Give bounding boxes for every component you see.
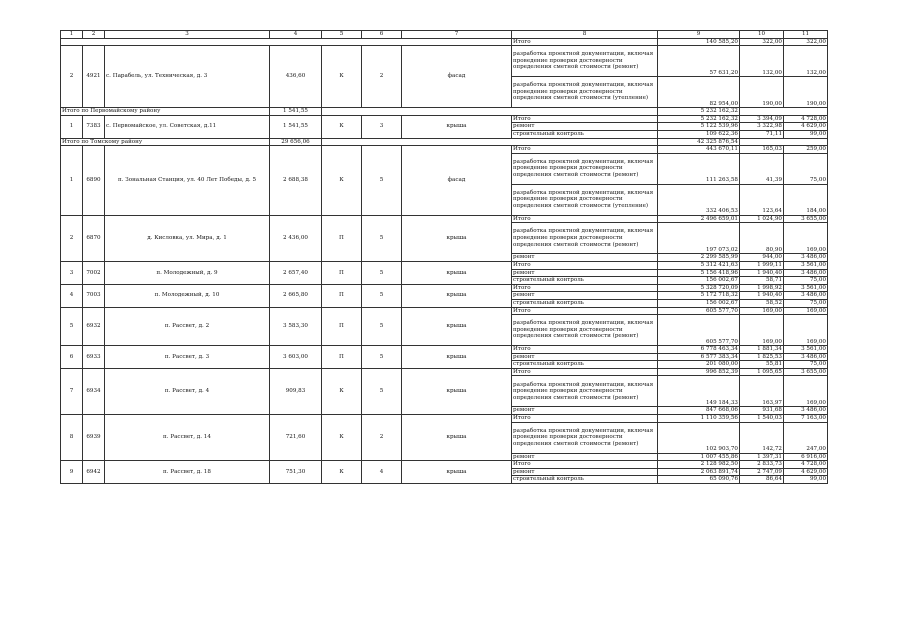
area-cell: 751,30 — [270, 461, 322, 484]
unit-cost-cell: 86,64 — [740, 476, 784, 484]
area-cell: 436,60 — [270, 46, 322, 108]
work-type-cell: строительный контроль — [512, 476, 658, 484]
address-cell: п. Рассвет, д. 18 — [105, 461, 270, 484]
max-cost-cell: 75,00 — [784, 153, 828, 184]
header-cell: 7 — [402, 31, 512, 39]
house-id-cell: 6890 — [83, 146, 105, 216]
floors-cell: 5 — [362, 307, 402, 346]
max-cost-cell: 3 486,00 — [784, 254, 828, 262]
floors-cell: 5 — [362, 215, 402, 261]
area-cell: 2 688,38 — [270, 146, 322, 216]
cost-cell: 5 328 720,09 — [658, 284, 740, 292]
cost-cell: 156 002,67 — [658, 277, 740, 285]
max-cost-cell: 7 163,00 — [784, 415, 828, 423]
row-number-cell: 4 — [61, 284, 83, 307]
document-page — [60, 30, 827, 484]
house-id-cell: 7002 — [83, 261, 105, 284]
element-cell: фасад — [402, 146, 512, 216]
work-type-cell: ремонт — [512, 407, 658, 415]
area-cell: 2 657,40 — [270, 261, 322, 284]
address-cell: п. Молодежный, д. 9 — [105, 261, 270, 284]
element-cell: крыша — [402, 284, 512, 307]
work-type-cell: разработка проектной документации, включая проведение проверки достоверности определения сметной стоимости (утепление) — [512, 77, 658, 108]
max-cost-cell: 4 728,00 — [784, 115, 828, 123]
table-row — [61, 38, 828, 46]
work-type-cell: ремонт — [512, 254, 658, 262]
row-number-cell: 5 — [61, 307, 83, 346]
unit-cost-cell: 3 322,98 — [740, 123, 784, 131]
cost-cell: 201 080,00 — [658, 361, 740, 369]
work-type-cell: Итого — [512, 307, 658, 315]
work-type-cell: Итого — [512, 146, 658, 154]
floors-cell: 5 — [362, 346, 402, 369]
cost-cell: 847 668,06 — [658, 407, 740, 415]
max-cost-cell: 3 655,00 — [784, 368, 828, 376]
max-cost-cell: 4 629,00 — [784, 468, 828, 476]
address-cell: п. Молодежный, д. 10 — [105, 284, 270, 307]
district-total-label: Итого по Первомайскому району — [61, 108, 270, 116]
table-row — [61, 284, 828, 292]
unit-cost-cell: 1 999,11 — [740, 261, 784, 269]
unit-cost-cell: 1 881,34 — [740, 346, 784, 354]
house-id-cell: 7383 — [83, 115, 105, 138]
cost-cell: 149 184,33 — [658, 376, 740, 407]
table-row — [61, 115, 828, 123]
floors-cell: 2 — [362, 46, 402, 108]
work-type-cell: строительный контроль — [512, 130, 658, 138]
unit-cost-cell: 2 833,73 — [740, 461, 784, 469]
cost-cell: 996 852,39 — [658, 368, 740, 376]
cost-cell: 2 128 982,50 — [658, 461, 740, 469]
element-cell: крыша — [402, 115, 512, 138]
cost-cell: 140 585,20 — [658, 38, 740, 46]
row-number-cell: 3 — [61, 261, 83, 284]
house-id-cell: 6939 — [83, 415, 105, 461]
cost-cell: 1 110 359,56 — [658, 415, 740, 423]
table-body — [61, 31, 828, 484]
district-total-cost: 5 232 162,32 — [658, 108, 740, 116]
class-cell: П — [322, 307, 362, 346]
unit-cost-cell: 944,00 — [740, 254, 784, 262]
address-cell: д. Кисловка, ул. Мира, д. 1 — [105, 215, 270, 261]
cost-cell: 57 631,20 — [658, 46, 740, 77]
header-cell: 9 — [658, 31, 740, 39]
area-cell: 909,83 — [270, 368, 322, 414]
table-row — [61, 368, 828, 376]
class-cell: К — [322, 115, 362, 138]
unit-cost-cell: 163,97 — [740, 376, 784, 407]
work-type-cell: строительный контроль — [512, 277, 658, 285]
cost-cell: 6 577 383,34 — [658, 353, 740, 361]
capital-repair-table — [60, 30, 828, 484]
work-type-cell: разработка проектной документации, включая проведение проверки достоверности определения сметной стоимости (ремонт) — [512, 153, 658, 184]
work-type-cell: ремонт — [512, 123, 658, 131]
house-id-cell: 6942 — [83, 461, 105, 484]
class-cell: П — [322, 261, 362, 284]
cost-cell: 2 299 585,99 — [658, 254, 740, 262]
work-type-cell: Итого — [512, 115, 658, 123]
work-type-cell: строительный контроль — [512, 299, 658, 307]
header-cell: 10 — [740, 31, 784, 39]
unit-cost-cell: 123,64 — [740, 184, 784, 215]
area-cell: 2 436,00 — [270, 215, 322, 261]
floors-cell: 3 — [362, 115, 402, 138]
unit-cost-cell: 931,68 — [740, 407, 784, 415]
row-number-cell: 6 — [61, 346, 83, 369]
district-total-area: 29 656,06 — [270, 138, 322, 146]
cost-cell: 197 073,02 — [658, 223, 740, 254]
table-row — [61, 346, 828, 354]
cost-cell: 605 577,70 — [658, 315, 740, 346]
cost-cell: 109 622,36 — [658, 130, 740, 138]
max-cost-cell: 169,00 — [784, 223, 828, 254]
unit-cost-cell: 142,72 — [740, 422, 784, 453]
class-cell: К — [322, 146, 362, 216]
address-cell: п. Рассвет, д. 14 — [105, 415, 270, 461]
max-cost-cell: 3 655,00 — [784, 215, 828, 223]
area-cell: 721,60 — [270, 415, 322, 461]
cost-cell: 82 954,00 — [658, 77, 740, 108]
work-type-cell: Итого — [512, 415, 658, 423]
address-cell: с. Парабель, ул. Техническая, д. 3 — [105, 46, 270, 108]
area-cell: 3 583,30 — [270, 307, 322, 346]
table-row — [61, 108, 828, 116]
max-cost-cell: 3 561,00 — [784, 284, 828, 292]
cost-cell: 1 007 455,86 — [658, 453, 740, 461]
unit-cost-cell: 1 940,40 — [740, 292, 784, 300]
header-cell: 4 — [270, 31, 322, 39]
row-number-cell: 8 — [61, 415, 83, 461]
table-row — [61, 215, 828, 223]
table-row — [61, 46, 828, 77]
work-type-cell: разработка проектной документации, включая проведение проверки достоверности определения сметной стоимости (ремонт) — [512, 46, 658, 77]
unit-cost-cell: 58,71 — [740, 277, 784, 285]
row-number-cell: 9 — [61, 461, 83, 484]
class-cell: К — [322, 415, 362, 461]
max-cost-cell: 4 728,00 — [784, 461, 828, 469]
house-id-cell: 6934 — [83, 368, 105, 414]
element-cell: крыша — [402, 307, 512, 346]
header-cell: 11 — [784, 31, 828, 39]
area-cell: 1 541,55 — [270, 115, 322, 138]
max-cost-cell: 75,00 — [784, 361, 828, 369]
class-cell: К — [322, 368, 362, 414]
floors-cell: 5 — [362, 146, 402, 216]
work-type-cell: ремонт — [512, 453, 658, 461]
blank-cell — [740, 108, 828, 116]
header-cell: 8 — [512, 31, 658, 39]
house-id-cell: 6932 — [83, 307, 105, 346]
max-cost-cell: 169,00 — [784, 307, 828, 315]
unit-cost-cell: 2 747,09 — [740, 468, 784, 476]
table-row — [61, 138, 828, 146]
max-cost-cell: 322,00 — [784, 38, 828, 46]
work-type-cell: строительный контроль — [512, 361, 658, 369]
work-type-cell: Итого — [512, 261, 658, 269]
max-cost-cell: 3 486,00 — [784, 269, 828, 277]
table-row — [61, 307, 828, 315]
cost-cell: 605 577,70 — [658, 307, 740, 315]
cost-cell: 5 156 418,96 — [658, 269, 740, 277]
blank-cell — [322, 108, 658, 116]
element-cell: крыша — [402, 215, 512, 261]
cost-cell: 156 002,67 — [658, 299, 740, 307]
house-id-cell: 4921 — [83, 46, 105, 108]
unit-cost-cell: 1 940,40 — [740, 269, 784, 277]
unit-cost-cell: 165,03 — [740, 146, 784, 154]
unit-cost-cell: 322,00 — [740, 38, 784, 46]
row-number-cell: 1 — [61, 115, 83, 138]
blank-cell — [322, 138, 658, 146]
address-cell: п. Зональная Станция, ул. 40 Лет Победы, д. 5 — [105, 146, 270, 216]
cost-cell: 102 903,70 — [658, 422, 740, 453]
unit-cost-cell: 58,52 — [740, 299, 784, 307]
max-cost-cell: 132,00 — [784, 46, 828, 77]
max-cost-cell: 169,00 — [784, 376, 828, 407]
house-id-cell: 7003 — [83, 284, 105, 307]
element-cell: крыша — [402, 368, 512, 414]
unit-cost-cell: 190,00 — [740, 77, 784, 108]
max-cost-cell: 3 486,00 — [784, 407, 828, 415]
header-cell: 6 — [362, 31, 402, 39]
house-id-cell: 6870 — [83, 215, 105, 261]
floors-cell: 5 — [362, 284, 402, 307]
house-id-cell: 6933 — [83, 346, 105, 369]
floors-cell: 4 — [362, 461, 402, 484]
address-cell: п. Рассвет, д. 4 — [105, 368, 270, 414]
district-total-label: Итого по Томскому району — [61, 138, 270, 146]
cost-cell: 5 312 421,63 — [658, 261, 740, 269]
unit-cost-cell: 1 095,65 — [740, 368, 784, 376]
max-cost-cell: 3 486,00 — [784, 292, 828, 300]
work-type-cell: разработка проектной документации, включая проведение проверки достоверности определения сметной стоимости (ремонт) — [512, 422, 658, 453]
class-cell: П — [322, 284, 362, 307]
max-cost-cell: 99,00 — [784, 476, 828, 484]
unit-cost-cell: 1 998,92 — [740, 284, 784, 292]
work-type-cell: ремонт — [512, 468, 658, 476]
work-type-cell: разработка проектной документации, включая проведение проверки достоверности определения сметной стоимости (ремонт) — [512, 315, 658, 346]
table-row — [61, 415, 828, 423]
max-cost-cell: 75,00 — [784, 299, 828, 307]
max-cost-cell: 75,00 — [784, 277, 828, 285]
max-cost-cell: 184,00 — [784, 184, 828, 215]
unit-cost-cell: 71,11 — [740, 130, 784, 138]
header-cell: 1 — [61, 31, 83, 39]
class-cell: П — [322, 346, 362, 369]
work-type-cell: ремонт — [512, 292, 658, 300]
element-cell: крыша — [402, 415, 512, 461]
work-type-cell: Итого — [512, 215, 658, 223]
unit-cost-cell: 3 394,09 — [740, 115, 784, 123]
max-cost-cell: 4 629,00 — [784, 123, 828, 131]
table-row — [61, 461, 828, 469]
table-row — [61, 261, 828, 269]
work-type-cell: ремонт — [512, 269, 658, 277]
row-number-cell: 2 — [61, 215, 83, 261]
floors-cell: 2 — [362, 415, 402, 461]
class-cell: К — [322, 46, 362, 108]
row-number-cell: 2 — [61, 46, 83, 108]
unit-cost-cell: 1 540,03 — [740, 415, 784, 423]
unit-cost-cell: 55,81 — [740, 361, 784, 369]
floors-cell: 5 — [362, 261, 402, 284]
element-cell: фасад — [402, 46, 512, 108]
table-row — [61, 146, 828, 154]
element-cell: крыша — [402, 346, 512, 369]
header-cell: 5 — [322, 31, 362, 39]
work-type-cell: Итого — [512, 38, 658, 46]
header-cell: 2 — [83, 31, 105, 39]
work-type-cell: Итого — [512, 368, 658, 376]
unit-cost-cell: 1 397,31 — [740, 453, 784, 461]
district-total-cost: 42 325 876,54 — [658, 138, 740, 146]
work-type-cell: разработка проектной документации, включая проведение проверки достоверности определения сметной стоимости (ремонт) — [512, 223, 658, 254]
row-number-cell: 7 — [61, 368, 83, 414]
address-cell: п. Рассвет, д. 2 — [105, 307, 270, 346]
cost-cell: 111 263,58 — [658, 153, 740, 184]
work-type-cell: разработка проектной документации, включая проведение проверки достоверности определения сметной стоимости (утепление) — [512, 184, 658, 215]
unit-cost-cell: 169,00 — [740, 307, 784, 315]
row-number-cell: 1 — [61, 146, 83, 216]
unit-cost-cell: 1 024,90 — [740, 215, 784, 223]
work-type-cell: разработка проектной документации, включая проведение проверки достоверности определения сметной стоимости (ремонт) — [512, 376, 658, 407]
cost-cell: 2 496 659,01 — [658, 215, 740, 223]
max-cost-cell: 6 916,00 — [784, 453, 828, 461]
work-type-cell: Итого — [512, 284, 658, 292]
cost-cell: 65 090,76 — [658, 476, 740, 484]
class-cell: П — [322, 215, 362, 261]
max-cost-cell: 99,00 — [784, 130, 828, 138]
floors-cell: 5 — [362, 368, 402, 414]
cost-cell: 6 778 463,34 — [658, 346, 740, 354]
unit-cost-cell: 132,00 — [740, 46, 784, 77]
cost-cell: 2 063 891,74 — [658, 468, 740, 476]
area-cell: 2 665,80 — [270, 284, 322, 307]
address-cell: п. Рассвет, д. 3 — [105, 346, 270, 369]
blank-cell — [740, 138, 828, 146]
class-cell: К — [322, 461, 362, 484]
unit-cost-cell: 1 825,53 — [740, 353, 784, 361]
work-type-cell: Итого — [512, 461, 658, 469]
continuation-cell — [61, 38, 512, 46]
cost-cell: 443 670,11 — [658, 146, 740, 154]
max-cost-cell: 259,00 — [784, 146, 828, 154]
cost-cell: 332 406,53 — [658, 184, 740, 215]
max-cost-cell: 247,00 — [784, 422, 828, 453]
district-total-area: 1 541,55 — [270, 108, 322, 116]
cost-cell: 5 232 162,32 — [658, 115, 740, 123]
work-type-cell: Итого — [512, 346, 658, 354]
address-cell: с. Первомайское, ул. Советская, д.11 — [105, 115, 270, 138]
max-cost-cell: 169,00 — [784, 315, 828, 346]
element-cell: крыша — [402, 461, 512, 484]
unit-cost-cell: 41,39 — [740, 153, 784, 184]
header-cell: 3 — [105, 31, 270, 39]
work-type-cell: ремонт — [512, 353, 658, 361]
max-cost-cell: 3 486,00 — [784, 353, 828, 361]
max-cost-cell: 3 561,00 — [784, 346, 828, 354]
cost-cell: 5 172 718,32 — [658, 292, 740, 300]
unit-cost-cell: 169,00 — [740, 315, 784, 346]
unit-cost-cell: 80,90 — [740, 223, 784, 254]
element-cell: крыша — [402, 261, 512, 284]
area-cell: 3 603,00 — [270, 346, 322, 369]
cost-cell: 5 122 539,96 — [658, 123, 740, 131]
max-cost-cell: 190,00 — [784, 77, 828, 108]
max-cost-cell: 3 561,00 — [784, 261, 828, 269]
header-row — [61, 31, 828, 39]
